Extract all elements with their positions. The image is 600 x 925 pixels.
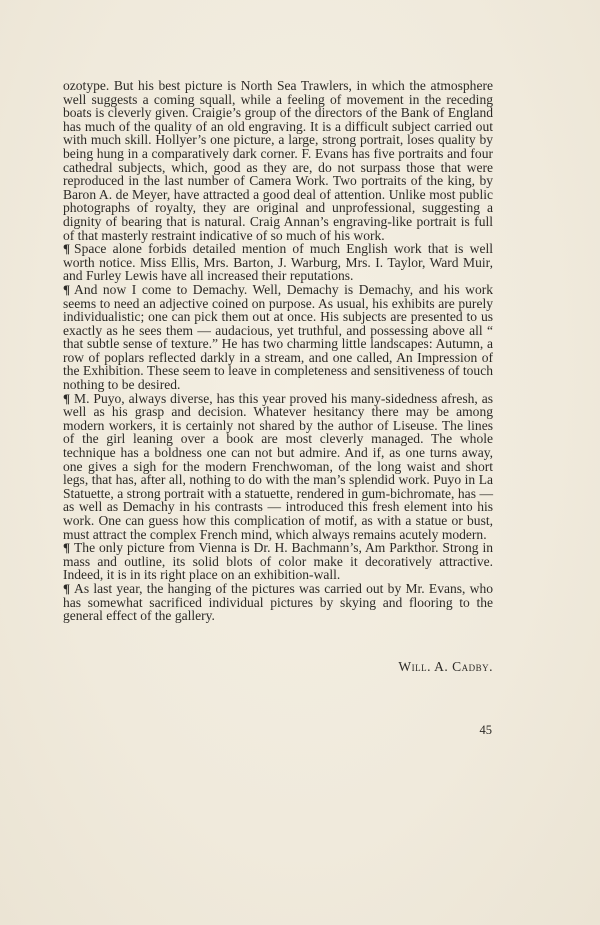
paragraph-5 — [63, 541, 493, 582]
pilcrow-icon: ¶ — [63, 241, 71, 257]
article-body — [63, 79, 493, 623]
paragraph-text: And now I come to Demachy. Well, Demachy is Demachy, and his work seems to need an adjective coined on purpose. As usual, his exhibits are purely individualistic; one can pick them out at once. His subjects are presented to us exactly as he sees them — audacious, yet truthful, and possessing above all “ that subtle sense of texture.” He has two charming little landscapes: Autumn, a row of poplars reflected darkly in a stream, and one called, An Impression of the Exhibition. These seem to leave in completeness and sensitiveness of touch nothing to be desired. — [63, 281, 493, 393]
pilcrow-icon: ¶ — [63, 281, 71, 297]
paragraph-text: The only picture from Vienna is Dr. H. Bachmann’s, Am Parkthor. Strong in mass and outline, its solid blots of color make it decoratively attractive. Indeed, it is in its right place on an exhibition-wall. — [63, 540, 493, 583]
pilcrow-icon: ¶ — [63, 540, 71, 556]
paragraph-6 — [63, 582, 493, 623]
author-signature: Will. A. Cadby. — [398, 659, 493, 674]
paragraph-4 — [63, 392, 493, 542]
page-number: 45 — [479, 723, 492, 737]
pilcrow-icon: ¶ — [63, 390, 71, 406]
paragraph-1 — [63, 79, 493, 242]
pilcrow-icon: ¶ — [63, 580, 71, 596]
paragraph-text: ozotype. But his best picture is North Sea Trawlers, in which the atmosphere well suggests a coming squall, while a feeling of movement in the receding boats is cleverly given. Craigie’s group of the directors of the Bank of England has much of the quality of an old engraving. It is a difficult subject carried out with much skill. Hollyer’s one picture, a large, strong portrait, loses quality by being hung in a comparatively dark corner. F. Evans has five portraits and four cathedral subjects, which, good as they are, do not surpass those that were reproduced in the last number of Camera Work. Two portraits of the king, by Baron A. de Meyer, have attracted a good deal of attention. Unlike most public photographs of royalty, they are original and unprofessional, suggesting a dignity of bearing that is natural. Craig Annan’s engraving-like portrait is full of that masterly restraint indicative of so much of his work. — [63, 78, 493, 243]
paragraph-text: Space alone forbids detailed mention of much English work that is well worth notice. Miss Ellis, Mrs. Barton, J. Warburg, Mrs. I. Taylor, Ward Muir, and Furley Lewis have all increased their reputations. — [63, 241, 493, 284]
paragraph-2 — [63, 242, 493, 283]
paragraph-3 — [63, 283, 493, 392]
paragraph-text: As last year, the hanging of the pictures was carried out by Mr. Evans, who has somewhat sacrificed individual pictures by skying and flooring to the general effect of the gallery. — [63, 580, 493, 624]
paragraph-text: M. Puyo, always diverse, has this year proved his many-sidedness afresh, as well as his grasp and decision. Whatever hesitancy there may be among modern workers, it is certainly not shared by the author of Liseuse. The lines of the girl leaning over a book are most cleverly managed. The whole technique has a boldness one can not but admire. And if, as one turns away, one gives a sigh for the modern Frenchwoman, of the long waist and short legs, that has, after all, nothing to do with the man’s splendid work. Puyo in La Statuette, a strong portrait with a statuette, rendered in gum-bichromate, has — as well as Demachy in his contrasts — introduced this fresh element into his work. One can guess how this complication of motif, as with a statue or bust, must attract the complex French mind, which always remains acutely modern. — [63, 390, 493, 542]
